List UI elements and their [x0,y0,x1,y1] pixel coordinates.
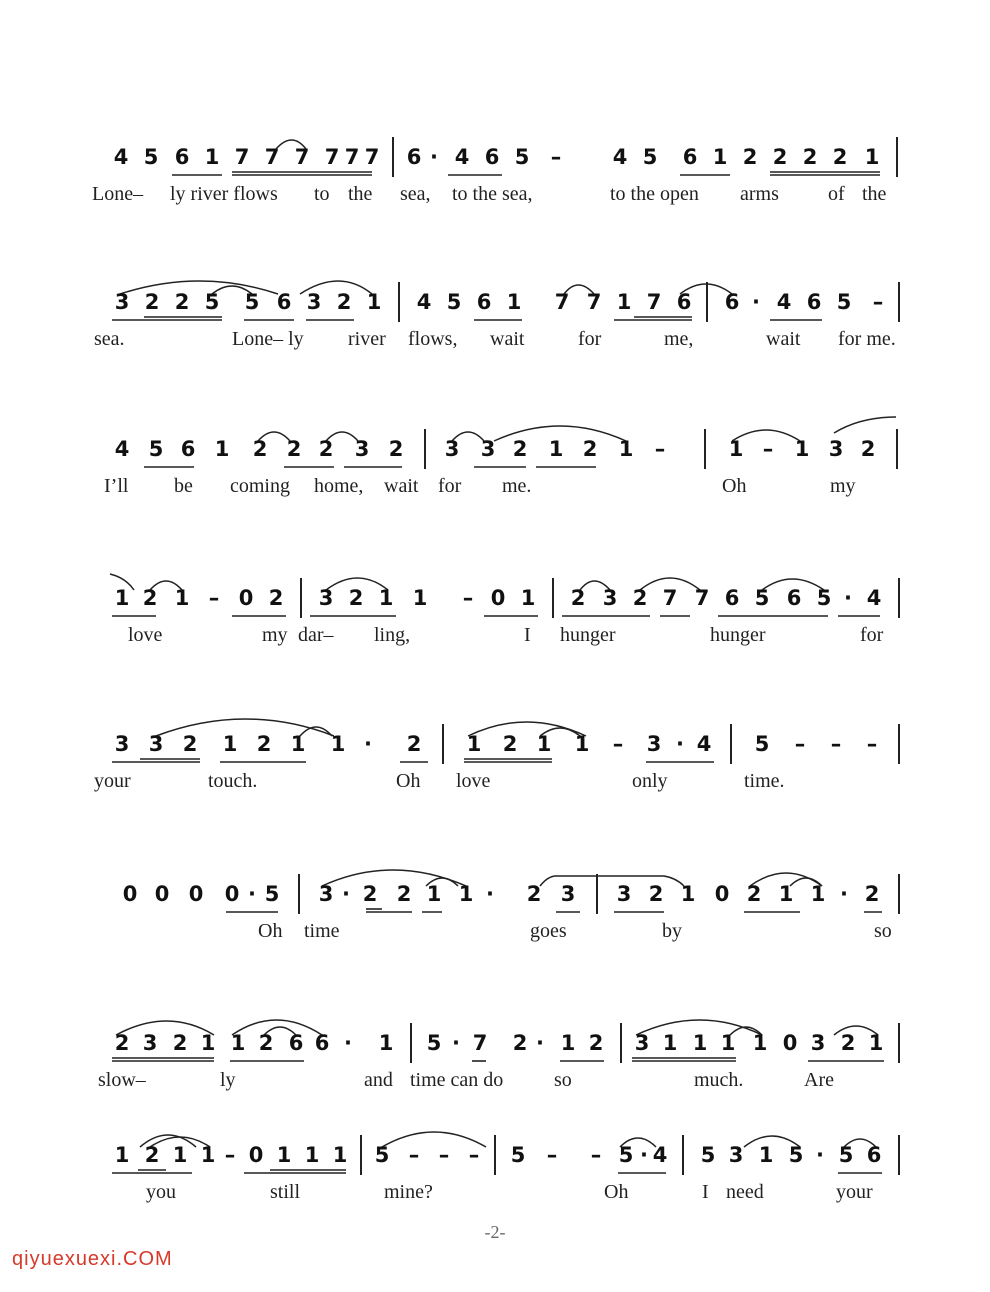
note: 6 [786,586,802,610]
page-number: -2- [484,1222,506,1242]
lyric: love [456,770,491,792]
note: 6 [476,290,492,314]
augmentation-dot: · [452,1031,460,1055]
note: 6 [288,1031,304,1055]
note: 1 [712,145,728,169]
dash: – [590,1143,602,1167]
augmentation-dot: · [344,1031,352,1055]
note: 3 [728,1143,744,1167]
dash: – [866,732,878,756]
note: 5 [514,145,530,169]
note: 1 [778,882,794,906]
notes-row [0,1031,990,1063]
note: 1 [200,1143,216,1167]
note: 6 [806,290,822,314]
lyric: mine? [384,1181,433,1203]
note: 2 [648,882,664,906]
note: 3 [142,1031,158,1055]
note: 5 [244,290,260,314]
barline [706,282,708,322]
note: 2 [406,732,422,756]
barline [424,429,426,469]
note: 2 [840,1031,856,1055]
note: 6 [180,437,196,461]
lyric: time. [744,770,785,792]
lyrics-row [0,328,990,354]
barline [730,724,732,764]
notes-row [0,732,990,764]
dash: – [794,732,806,756]
augmentation-dot: · [752,290,760,314]
notes-row [0,437,990,469]
lyric: your [836,1181,873,1203]
note: 1 [222,732,238,756]
note: 6 [484,145,500,169]
dash: – [830,732,842,756]
note: 1 [560,1031,576,1055]
dash: – [612,732,624,756]
note: 6 [866,1143,882,1167]
barline [898,874,900,914]
note: 3 [616,882,632,906]
note: 5 [374,1143,390,1167]
note: 3 [634,1031,650,1055]
lyric: by [662,920,682,942]
note: 2 [144,1143,160,1167]
note: 3 [354,437,370,461]
note: 6 [676,290,692,314]
note: 0 [248,1143,264,1167]
lyric: the [348,183,373,205]
lyric: sea, [400,183,431,205]
dash: – [872,290,884,314]
note: 2 [318,437,334,461]
note: 4 [866,586,882,610]
note: 5 [788,1143,804,1167]
note: 3 [318,586,334,610]
site-watermark: qiyuexuexi.COM [12,1248,173,1270]
note: 1 [412,586,428,610]
note: 3 [646,732,662,756]
lyric: need [726,1181,764,1203]
note: 5 [204,290,220,314]
lyric: Oh [258,920,283,942]
augmentation-dot: · [364,732,372,756]
barline [896,137,898,177]
lyric: only [632,770,668,792]
note: 6 [406,145,422,169]
note: 5 [642,145,658,169]
note: 2 [512,1031,528,1055]
note: 1 [114,1143,130,1167]
note: 2 [286,437,302,461]
note: 2 [742,145,758,169]
note: 1 [200,1031,216,1055]
note: 3 [828,437,844,461]
note: 3 [444,437,460,461]
lyric: wait [384,475,419,497]
note: 1 [230,1031,246,1055]
lyric: the [862,183,887,205]
lyric: so [874,920,892,942]
lyric: so [554,1069,572,1091]
lyric: you [146,1181,176,1203]
barline [494,1135,496,1175]
dash: – [546,1143,558,1167]
augmentation-dot: · [486,882,494,906]
note: 2 [252,437,268,461]
dash: – [462,586,474,610]
note: 1 [290,732,306,756]
note: 1 [520,586,536,610]
barline [704,429,706,469]
note: 6 [724,290,740,314]
lyric: my [830,475,856,497]
lyric: I [524,624,531,646]
dash: – [224,1143,236,1167]
note: 1 [728,437,744,461]
note: 2 [832,145,848,169]
note: 2 [526,882,542,906]
note: 2 [182,732,198,756]
note: 5 [148,437,164,461]
dash: – [408,1143,420,1167]
lyric: slow– [98,1069,146,1091]
note: 0 [782,1031,798,1055]
note: 1 [466,732,482,756]
note: 1 [214,437,230,461]
note: 5 [143,145,159,169]
note: 1 [458,882,474,906]
lyric: goes [530,920,567,942]
lyric: time [304,920,340,942]
lyrics-row [0,475,990,501]
note: 1 [330,732,346,756]
barline [898,724,900,764]
lyric: I [702,1181,709,1203]
note: 4 [454,145,470,169]
augmentation-dot: · [844,586,852,610]
lyric: home, [314,475,364,497]
note: 1 [662,1031,678,1055]
note: 6 [276,290,292,314]
note: 1 [618,437,634,461]
note: 5 [446,290,462,314]
note: 7 [662,586,678,610]
note: 1 [794,437,810,461]
lyric: arms [740,183,779,205]
note: 3 [810,1031,826,1055]
barline [682,1135,684,1175]
note: 6 [174,145,190,169]
notes-row [0,145,990,177]
note: 1 [276,1143,292,1167]
barline [620,1023,622,1063]
note: 7 [646,290,662,314]
lyric: for [438,475,462,497]
note: 4 [113,145,129,169]
lyric: Oh [722,475,747,497]
note: 5 [264,882,280,906]
note: 2 [746,882,762,906]
note: 2 [268,586,284,610]
lyric: ly river flows [170,183,278,205]
augmentation-dot: · [536,1031,544,1055]
note: 5 [754,586,770,610]
note: 5 [754,732,770,756]
barline [596,874,598,914]
note: 1 [574,732,590,756]
note: 2 [258,1031,274,1055]
barline [410,1023,412,1063]
lyric: touch. [208,770,258,792]
barline [896,429,898,469]
note: 1 [426,882,442,906]
note: 1 [506,290,522,314]
lyric: flows, [408,328,458,350]
barline [898,1023,900,1063]
note: 2 [336,290,352,314]
lyrics-row [0,770,990,796]
note: 5 [836,290,852,314]
note: 6 [682,145,698,169]
lyric: and [364,1069,393,1091]
barline [552,578,554,618]
lyric: ling, [374,624,411,646]
note: 4 [114,437,130,461]
note: 5 [838,1143,854,1167]
dash: – [654,437,666,461]
note: 1 [868,1031,884,1055]
note: 1 [536,732,552,756]
barline [398,282,400,322]
note: 4 [416,290,432,314]
note: 4 [652,1143,668,1167]
note: 0 [188,882,204,906]
dash: – [762,437,774,461]
note: 5 [510,1143,526,1167]
lyric: be [174,475,193,497]
note: 1 [114,586,130,610]
dash: – [438,1143,450,1167]
note: 0 [714,882,730,906]
note: 1 [548,437,564,461]
lyrics-row [0,1069,990,1095]
note: 0 [490,586,506,610]
lyric: for [578,328,602,350]
note: 1 [864,145,880,169]
note: 1 [378,1031,394,1055]
note: 2 [174,290,190,314]
lyrics-row [0,624,990,650]
note: 3 [114,290,130,314]
lyric: coming [230,475,290,497]
note: 0 [238,586,254,610]
note: 2 [114,1031,130,1055]
notes-row [0,882,990,914]
note: 2 [632,586,648,610]
note: 1 [810,882,826,906]
augmentation-dot: · [676,732,684,756]
lyric: for me. [838,328,896,350]
note: 3 [602,586,618,610]
lyric: hunger [560,624,616,646]
lyric: to the open [610,183,699,205]
lyric: for [860,624,884,646]
note: 7 [324,145,340,169]
note: 2 [348,586,364,610]
note: 1 [174,586,190,610]
lyric: me. [502,475,532,497]
note: 4 [776,290,792,314]
note: 3 [148,732,164,756]
lyric: Oh [604,1181,629,1203]
note: 5 [700,1143,716,1167]
note: 2 [512,437,528,461]
lyric: sea. [94,328,125,350]
barline [898,578,900,618]
note: 1 [204,145,220,169]
note: 7 [234,145,250,169]
lyric: dar– [298,624,334,646]
dash: – [550,145,562,169]
note: 7 [554,290,570,314]
dash: – [208,586,220,610]
note: 7 [294,145,310,169]
note: 6 [314,1031,330,1055]
note: 2 [860,437,876,461]
lyric: Lone– ly [232,328,304,350]
note: 1 [692,1031,708,1055]
note: 3 [560,882,576,906]
lyric: love [128,624,163,646]
note: 4 [696,732,712,756]
note: 7 [264,145,280,169]
note: 2 [582,437,598,461]
note: 2 [772,145,788,169]
note: 3 [306,290,322,314]
lyric: wait [766,328,801,350]
lyric: my [262,624,288,646]
lyric: Lone– [92,183,144,205]
lyrics-row [0,183,990,209]
lyric: me, [664,328,694,350]
note: 7 [364,145,380,169]
note: 2 [142,586,158,610]
note: 7 [586,290,602,314]
note: 7 [694,586,710,610]
note: 4 [612,145,628,169]
note: 2 [588,1031,604,1055]
lyric: time can do [410,1069,504,1091]
lyrics-row [0,1181,990,1207]
note: 2 [570,586,586,610]
notes-row [0,1143,990,1175]
augmentation-dot: · [248,882,256,906]
augmentation-dot: · [430,145,438,169]
lyric: your [94,770,131,792]
barline [392,137,394,177]
notes-row [0,586,990,618]
note: 1 [332,1143,348,1167]
lyric: I’ll [104,475,129,497]
note: 1 [378,586,394,610]
lyric: Are [804,1069,834,1091]
barline [898,1135,900,1175]
note: 5 [426,1031,442,1055]
note: 3 [114,732,130,756]
augmentation-dot: · [640,1143,648,1167]
lyric: Oh [396,770,421,792]
augmentation-dot: · [342,882,350,906]
note: 1 [752,1031,768,1055]
note: 2 [502,732,518,756]
note: 2 [362,882,378,906]
note: 1 [758,1143,774,1167]
lyrics-row [0,920,990,946]
lyric: much. [694,1069,744,1091]
barline [898,282,900,322]
lyric: hunger [710,624,766,646]
note: 2 [388,437,404,461]
lyric: still [270,1181,301,1203]
barline [442,724,444,764]
barline [360,1135,362,1175]
barline [298,874,300,914]
augmentation-dot: · [840,882,848,906]
note: 5 [618,1143,634,1167]
note: 5 [816,586,832,610]
lyric: to [314,183,330,205]
note: 2 [172,1031,188,1055]
note: 1 [720,1031,736,1055]
note: 3 [480,437,496,461]
lyric: to the sea, [452,183,533,205]
note: 6 [724,586,740,610]
note: 2 [256,732,272,756]
notes-row [0,290,990,322]
lyric: river [348,328,386,350]
note: 7 [472,1031,488,1055]
note: 2 [144,290,160,314]
augmentation-dot: · [816,1143,824,1167]
note: 0 [122,882,138,906]
note: 1 [616,290,632,314]
note: 2 [864,882,880,906]
dash: – [468,1143,480,1167]
note: 0 [154,882,170,906]
note: 1 [366,290,382,314]
note: 2 [396,882,412,906]
note: 7 [344,145,360,169]
lyric: of [828,183,845,205]
note: 0 [224,882,240,906]
note: 1 [680,882,696,906]
lyric: ly [220,1069,236,1091]
note: 1 [304,1143,320,1167]
note: 3 [318,882,334,906]
note: 2 [802,145,818,169]
lyric: wait [490,328,525,350]
barline [300,578,302,618]
note: 1 [172,1143,188,1167]
